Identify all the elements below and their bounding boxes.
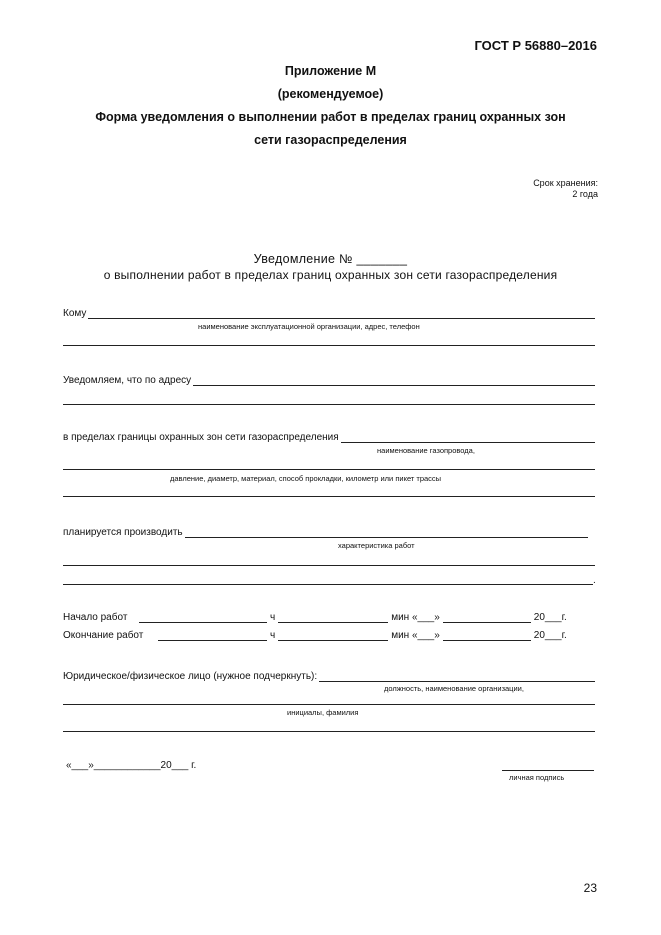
start-min-line[interactable] (278, 612, 388, 623)
to-line-2[interactable] (63, 345, 595, 346)
start-hour-line[interactable] (139, 612, 267, 623)
pipeline-line[interactable] (341, 432, 595, 443)
work-line[interactable] (185, 527, 588, 538)
boundary-label: в пределах границы охранных зон сети газораспределения (63, 432, 339, 443)
entity-line[interactable] (319, 671, 595, 682)
storage-label: Срок хранения: (533, 178, 598, 188)
work-hint: характеристика работ (338, 541, 415, 550)
signature-hint: личная подпись (509, 773, 565, 782)
end-min-label: мин «___» (391, 630, 440, 641)
document-code: ГОСТ Р 56880–2016 (474, 38, 597, 53)
pipeline-field[interactable] (63, 432, 595, 443)
start-hour-label: ч (270, 612, 276, 623)
storage-value: 2 года (572, 189, 598, 199)
entity-label: Юридическое/физическое лицо (нужное подчеркнуть): (63, 671, 318, 682)
params-hint: давление, диаметр, материал, способ прокладки, километр или пикет трассы (170, 474, 442, 483)
end-month-line[interactable] (443, 630, 531, 641)
appendix-title-line2: сети газораспределения (254, 133, 407, 147)
start-label: Начало работ (63, 612, 128, 623)
pipeline-params-line[interactable] (63, 469, 595, 470)
end-min-line[interactable] (278, 630, 388, 641)
to-hint: наименование эксплуатационной организации, адрес, телефон (198, 322, 420, 331)
pipeline-params-line-2[interactable] (63, 496, 595, 497)
end-hour-label: ч (270, 630, 276, 641)
start-min-label: мин «___» (391, 612, 440, 623)
entity-line-2[interactable] (63, 704, 595, 705)
work-field[interactable] (63, 527, 588, 538)
pipeline-hint: наименование газопровода, (377, 446, 475, 455)
date-field[interactable]: «___»____________20___ г. (66, 760, 197, 771)
entity-field[interactable] (63, 671, 595, 682)
end-label: Окончание работ (63, 630, 144, 641)
planned-label: планируется производить (63, 527, 183, 538)
address-line[interactable] (193, 375, 595, 386)
work-end-dot: . (593, 575, 596, 586)
address-field[interactable] (63, 375, 595, 386)
end-year-label: 20___г. (533, 630, 567, 641)
start-date-row[interactable] (63, 612, 583, 623)
appendix-title-line1: Форма уведомления о выполнении работ в пределах границ охранных зон (95, 110, 566, 124)
name-hint: инициалы, фамилия (287, 708, 359, 717)
page-number: 23 (583, 881, 597, 895)
entity-line-3[interactable] (63, 731, 595, 732)
end-hour-line[interactable] (158, 630, 267, 641)
work-line-2[interactable] (63, 565, 595, 566)
notice-subtitle: о выполнении работ в пределах границ охранных зон сети газораспределения (103, 268, 558, 282)
start-month-line[interactable] (443, 612, 531, 623)
notice-title: Уведомление № _______ (253, 252, 408, 266)
end-date-row[interactable] (63, 630, 583, 641)
to-line[interactable] (88, 308, 595, 319)
address-line-2[interactable] (63, 404, 595, 405)
appendix-status: (рекомендуемое) (277, 87, 384, 101)
signature-line[interactable] (502, 770, 594, 771)
notify-label: Уведомляем, что по адресу (63, 375, 192, 386)
position-hint: должность, наименование организации, (384, 684, 524, 693)
to-field[interactable] (63, 308, 595, 319)
appendix-label: Приложение М (284, 64, 377, 78)
to-label: Кому (63, 308, 87, 319)
start-year-label: 20___г. (533, 612, 567, 623)
work-line-3[interactable] (63, 584, 593, 585)
